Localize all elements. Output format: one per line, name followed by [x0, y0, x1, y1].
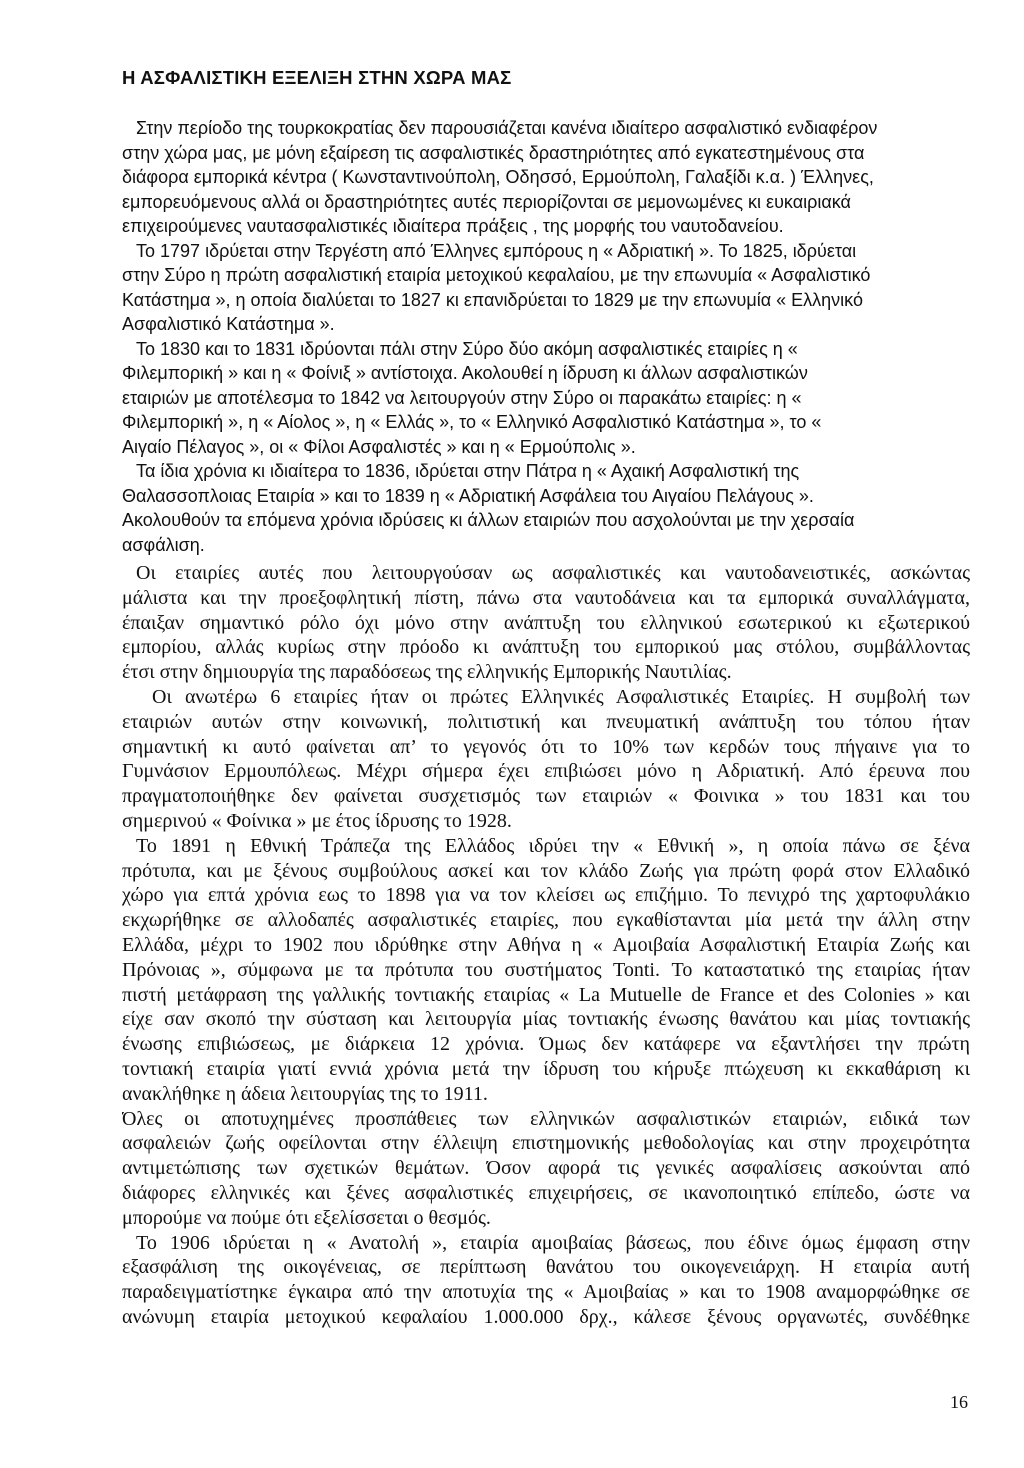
text-line: στην χώρα μας, με μόνη εξαίρεση τις ασφαλιστικές δραστηριότητες από εγκατεστημένους στα	[122, 142, 865, 163]
text-line: Οι εταιρίες αυτές που λειτουργούσαν ως ασφαλιστικές και ναυτοδανειστικές, ασκώντας	[136, 562, 970, 584]
intro-section	[122, 116, 970, 557]
text-line: εξασφάλιση της οικογένειας, σε περίπτωση θανάτου του οικογενειάρχη. Η εταιρία αυτή	[122, 1256, 970, 1279]
paragraph	[122, 834, 970, 1107]
text-line: σημερινού « Φοίνικα » με έτος ίδρυσης το 1928.	[122, 809, 512, 832]
text-line: Το 1891 η Εθνική Τράπεζα της Ελλάδος ιδρύει την « Εθνική », η οποία πάνω σε ξένα	[136, 834, 970, 857]
text-line: Ελλάδα, μέχρι το 1902 που ιδρύθηκε στην Αθήνα η « Αμοιβαία Ασφαλιστική Εταιρία Ζωής και	[122, 933, 970, 956]
text-line: ασφαλειών ζωής οφείλονται στην έλλειψη επιστημονικής μεθοδολογίας και στην προχειρότητα	[122, 1132, 970, 1155]
text-line: διάφορες ελληνικές και ξένες ασφαλιστικές επιχειρήσεις, σε ικανοποιητικό επίπεδο, ώστε να	[122, 1181, 970, 1204]
body-section	[122, 561, 970, 1330]
text-line: ανώνυμη εταιρία μετοχικού κεφαλαίου 1.000.000 δρχ., κάλεσε ξένους οργανωτές, συνδέθηκε	[122, 1305, 970, 1328]
text-line: Το 1830 και το 1831 ιδρύονται πάλι στην Σύρο δύο ακόμη ασφαλιστικές εταιρίες η «	[136, 338, 798, 359]
text-line: Κατάστημα », η οποία διαλύεται το 1827 κι επανιδρύεται το 1829 με την επωνυμία « Ελληνικό	[122, 289, 863, 310]
text-line: Πρόνοιας », σύμφωνα με τα πρότυπα του συστήματος Tonti. Το καταστατικό της εταιρίας ήταν	[122, 958, 970, 981]
text-line: Όλες οι αποτυχημένες προσπάθειες των ελληνικών ασφαλιστικών εταιριών, ειδικά των	[122, 1107, 970, 1130]
text-line: τοντιακή εταιρία γιατί εννιά χρόνια μετά την ίδρυση του κήρυξε πτώχευση κι εκκαθάριση κι	[122, 1057, 970, 1080]
paragraph	[122, 561, 970, 685]
paragraph	[122, 1231, 970, 1330]
text-line: Το 1906 ιδρύεται η « Ανατολή », εταιρία αμοιβαίας βάσεως, που έδινε όμως έμφαση στην	[136, 1231, 970, 1254]
paragraph	[122, 116, 970, 239]
text-line: Γυμνάσιον Ερμουπόλεως. Μέχρι σήμερα έχει επιβιώσει μόνο η Αδριατική. Από έρευνα που	[122, 760, 970, 783]
text-line: εκχωρήθηκε σε αλλοδαπές ασφαλιστικές εταιρίες, που εγκαθίστανται μία μετά την άλλη στην	[122, 909, 970, 932]
text-line: πιστή μετάφραση της γαλλικής τοντιακής εταιρίας « La Mutuelle de France et des Colonies » και	[122, 983, 970, 1006]
paragraph	[122, 685, 970, 834]
text-line: έπαιξαν σημαντικό ρόλο όχι μόνο στην ανάπτυξη του ελληνικού εσωτερικού κι εξωτερικού	[122, 611, 970, 634]
paragraph	[122, 337, 970, 460]
paragraph	[122, 459, 970, 557]
text-line: Θαλασσοπλοιας Εταιρία » και το 1839 η « Αδριατική Ασφάλεια του Αιγαίου Πελάγους ».	[122, 485, 814, 506]
paragraph	[122, 239, 970, 337]
text-line: ασφάλιση.	[122, 534, 205, 555]
text-line: εταιριών με αποτέλεσμα το 1842 να λειτουργούν στην Σύρο οι παρακάτω εταιρίες: η «	[122, 387, 802, 408]
text-line: Το 1797 ιδρύεται στην Τεργέστη από Έλληνες εμπόρους η « Αδριατική ». Το 1825, ιδρύεται	[136, 240, 857, 261]
text-line: μπορούμε να πούμε ότι εξελίσσεται ο θεσμός.	[122, 1206, 491, 1229]
paragraph	[122, 1107, 970, 1231]
text-line: Αιγαίο Πέλαγος », οι « Φίλοι Ασφαλιστές » και η « Ερμούπολις ».	[122, 436, 636, 457]
text-line: εμπορευόμενους αλλά οι δραστηριότητες αυτές περιορίζονται σε μεμονωμένες κι ευκαιριακά	[122, 191, 851, 212]
text-line: Στην περίοδο της τουρκοκρατίας δεν παρουσιάζεται κανένα ιδιαίτερο ασφαλιστικό ενδιαφέρον	[136, 118, 878, 138]
text-line: στην Σύρο η πρώτη ασφαλιστική εταιρία μετοχικού κεφαλαίου, με την επωνυμία « Ασφαλιστικό	[122, 265, 871, 285]
text-line: χώρο για επτά χρόνια εως το 1898 για να τον κλείσει ως επιζήμιο. Το πενιχρό της χαρτοφυλάκιο	[122, 884, 970, 907]
text-line: Ακολουθούν τα επόμενα χρόνια ιδρύσεις κι άλλων εταιριών που ασχολούνται με την χερσαία	[122, 510, 855, 530]
text-line: έτσι στην δημιουργία της παραδόσεως της ελληνικής Εμπορικής Ναυτιλίας.	[122, 661, 732, 684]
text-line: αντιμετώπισης των σχετικών θεμάτων. Όσον αφορά τις γενικές ασφαλίσεις ασκούνται από	[122, 1157, 970, 1180]
page-number: 16	[950, 1392, 968, 1412]
page-heading: Η ΑΣΦΑΛΙΣΤΙΚΗ ΕΞΕΛΙΞΗ ΣΤΗΝ ΧΩΡΑ ΜΑΣ	[122, 67, 512, 88]
text-line: εταιριών αυτών στην κοινωνική, πολιτιστική και πνευματική ανάπτυξη του τόπου ήταν	[122, 710, 970, 733]
text-line: εμπορίου, αλλάς κυρίως στην πρόοδο κι ανάπτυξη του εμπορικού μας στόλου, συμβάλλοντας	[122, 636, 970, 659]
text-line: πρότυπα, και με ξένους συμβούλους ασκεί και τον κλάδο Ζωής για πρώτη φορά στον Ελλαδικό	[122, 859, 970, 882]
text-line: Ασφαλιστικό Κατάστημα ».	[122, 314, 335, 334]
text-line: είχε σαν σκοπό την σύσταση και λειτουργία μίας τοντιακής ένωσης θανάτου και μίας τοντιακής	[122, 1008, 970, 1031]
text-line: Φιλεμπορική », η « Αίολος », η « Ελλάς », το « Ελληνικό Ασφαλιστικό Κατάστημα », το «	[122, 412, 822, 432]
text-line: Φιλεμπορική » και η « Φοίνιξ » αντίστοιχα. Ακολουθεί η ίδρυση κι άλλων ασφαλιστικών	[122, 363, 808, 383]
text-line: διάφορα εμπορικά κέντρα ( Κωνσταντινούπολη, Οδησσό, Ερμούπολη, Γαλαξίδι κ.α. ) Έλληνες,	[122, 167, 874, 187]
text-line: ένωσης επιβιώσεως, με διάρκεια 12 χρόνια. Όμως δεν κατάφερε να εξαντλήσει την πρώτη	[122, 1033, 970, 1056]
text-line: Οι ανωτέρω 6 εταιρίες ήταν οι πρώτες Ελληνικές Ασφαλιστικές Εταιρίες. Η συμβολή των	[152, 685, 970, 708]
text-line: παραδειγματίστηκε έγκαιρα από την αποτυχία της « Αμοιβαίας » και το 1908 αναμορφώθηκε σε	[122, 1281, 970, 1304]
text-line: μάλιστα και την προεξοφλητική πίστη, πάνω στα ναυτοδάνεια και τα εμπορικά συναλλάγματα,	[122, 586, 970, 609]
text-line: σημαντική κι αυτό φαίνεται απ’ το γεγονός ότι το 10% των κερδών τους πήγαινε για το	[122, 735, 970, 758]
text-line: πραγματοποιήθηκε δεν φαίνεται συσχετισμός των εταιριών « Φοινικα » του 1831 και του	[122, 785, 970, 808]
text-line: ανακλήθηκε η άδεια λειτουργίας της το 1911.	[122, 1082, 488, 1105]
text-line: επιχειρούμενες ναυτασφαλιστικές ιδιαίτερα πράξεις , της μορφής του ναυτοδανείου.	[122, 216, 784, 236]
text-line: Τα ίδια χρόνια κι ιδιαίτερα το 1836, ιδρύεται στην Πάτρα η « Αχαική Ασφαλιστική της	[136, 461, 800, 481]
